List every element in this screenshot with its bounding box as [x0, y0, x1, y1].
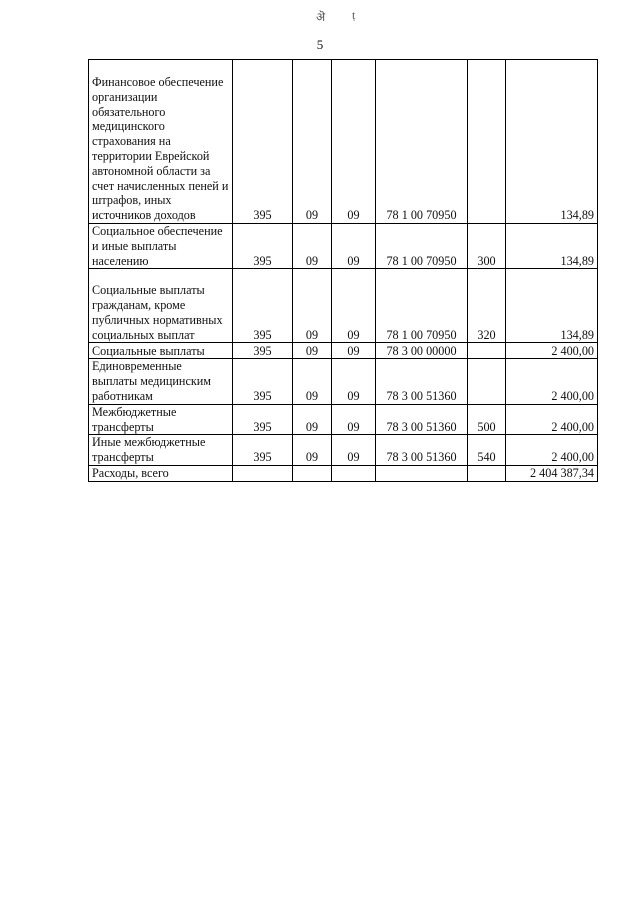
sum-cell: 134,89 — [506, 269, 598, 343]
csr-cell: 78 1 00 70950 — [376, 269, 468, 343]
csr-cell: 78 1 00 70950 — [376, 224, 468, 269]
rz-cell: 09 — [293, 359, 332, 404]
vr-cell: 320 — [468, 269, 506, 343]
row-name: Социальные выплаты — [89, 343, 233, 359]
csr-cell: 78 3 00 00000 — [376, 343, 468, 359]
row-name: Иные межбюджетные трансферты — [89, 435, 233, 466]
rz-cell: 09 — [293, 60, 332, 224]
ved-cell: 395 — [233, 404, 293, 435]
total-label: Расходы, всего — [89, 465, 233, 481]
sum-cell: 134,89 — [506, 60, 598, 224]
rz-cell: 09 — [293, 224, 332, 269]
rz-cell: 09 — [293, 435, 332, 466]
row-name: Социальные выплаты гражданам, кроме публичных нормативных социальных выплат — [89, 269, 233, 343]
row-name: Межбюджетные трансферты — [89, 404, 233, 435]
table-row — [89, 359, 598, 404]
csr-cell: 78 3 00 51360 — [376, 435, 468, 466]
sum-cell: 2 400,00 — [506, 359, 598, 404]
sum-cell: 134,89 — [506, 224, 598, 269]
rz-cell: 09 — [293, 269, 332, 343]
vr-cell: 500 — [468, 404, 506, 435]
rz-cell: 09 — [293, 404, 332, 435]
page-number: 5 — [316, 37, 324, 52]
sum-cell: 2 400,00 — [506, 435, 598, 466]
pr-cell: 09 — [332, 359, 376, 404]
pr-cell: 09 — [332, 224, 376, 269]
csr-cell: 78 3 00 51360 — [376, 359, 468, 404]
table-row — [89, 404, 598, 435]
table-row — [89, 269, 598, 343]
empty-cell — [376, 465, 468, 481]
csr-cell: 78 1 00 70950 — [376, 60, 468, 224]
row-name: Единовременные выплаты медицинским работникам — [89, 359, 233, 404]
pr-cell: 09 — [332, 60, 376, 224]
row-name: Социальное обеспечение и иные выплаты населению — [89, 224, 233, 269]
rz-cell: 09 — [293, 343, 332, 359]
ved-cell: 395 — [233, 269, 293, 343]
sum-cell: 2 400,00 — [506, 343, 598, 359]
ved-cell: 395 — [233, 60, 293, 224]
table-row — [89, 60, 598, 224]
table-row — [89, 343, 598, 359]
ved-cell: 395 — [233, 435, 293, 466]
handwritten-mark-right: ṭ — [352, 8, 356, 22]
pr-cell: 09 — [332, 269, 376, 343]
empty-cell — [233, 465, 293, 481]
sum-cell: 2 400,00 — [506, 404, 598, 435]
empty-cell — [468, 465, 506, 481]
row-name: Финансовое обеспечение организации обязательного медицинского страхования на территории Еврейской автономной области за счет начисленных пеней и штрафов, иных источников доходов — [89, 60, 233, 224]
vr-cell — [468, 60, 506, 224]
vr-cell — [468, 359, 506, 404]
vr-cell: 300 — [468, 224, 506, 269]
budget-table — [88, 59, 598, 482]
ved-cell: 395 — [233, 343, 293, 359]
vr-cell — [468, 343, 506, 359]
ved-cell: 395 — [233, 359, 293, 404]
header-marks — [0, 8, 640, 24]
ved-cell: 395 — [233, 224, 293, 269]
pr-cell: 09 — [332, 343, 376, 359]
csr-cell: 78 3 00 51360 — [376, 404, 468, 435]
table-row — [89, 224, 598, 269]
table-row — [89, 435, 598, 466]
empty-cell — [293, 465, 332, 481]
pr-cell: 09 — [332, 404, 376, 435]
empty-cell — [332, 465, 376, 481]
vr-cell: 540 — [468, 435, 506, 466]
total-sum: 2 404 387,34 — [506, 465, 598, 481]
pr-cell: 09 — [332, 435, 376, 466]
total-row — [89, 465, 598, 481]
handwritten-mark-left: ऄ — [316, 10, 326, 24]
